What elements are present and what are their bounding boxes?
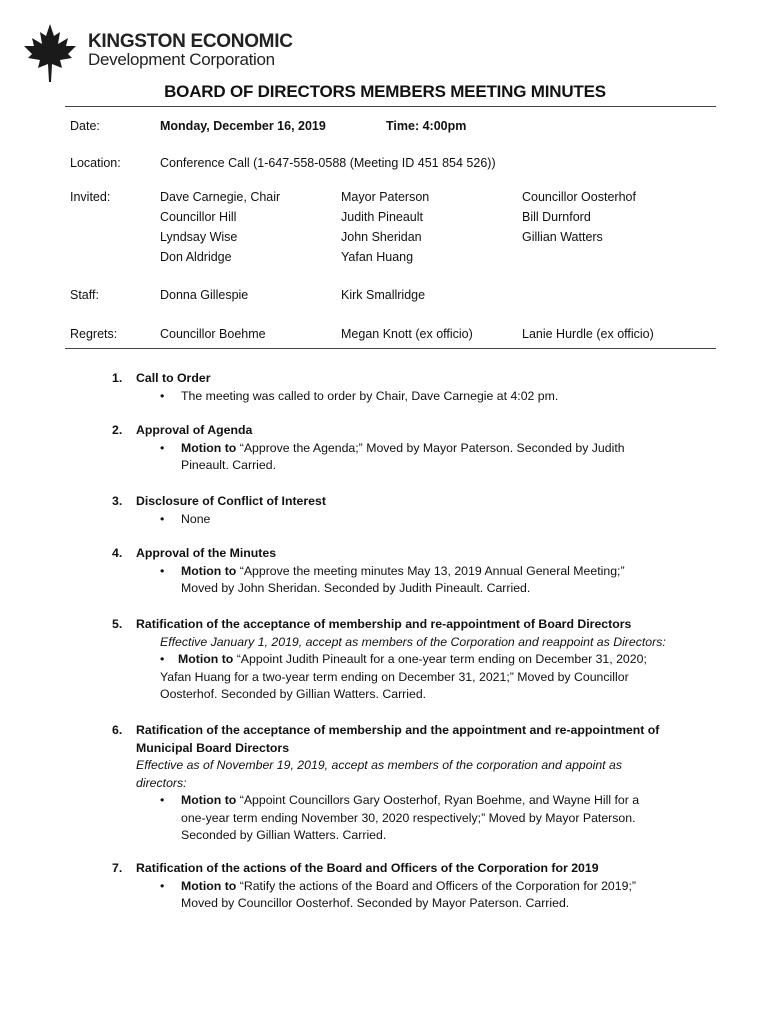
item-number: 1. [112,371,123,385]
motion-label: Motion to [181,440,237,455]
item-heading: Disclosure of Conflict of Interest [136,494,326,508]
motion-label: Motion to [181,878,237,893]
item-number: 4. [112,546,123,560]
invited-name: Mayor Paterson [341,190,430,204]
motion-text: Moved by Councillor Oosterhof. Seconded by Mayor Paterson. Carried. [181,896,570,910]
item-number: 6. [112,723,123,737]
item-number: 5. [112,617,123,631]
item-heading: Approval of Agenda [136,423,253,437]
item-bullet: • None [160,511,672,529]
logo-line-1: KINGSTON ECONOMIC [88,31,293,52]
document-title: BOARD OF DIRECTORS MEMBERS MEETING MINUTES [164,82,606,101]
staff-name: Donna Gillespie [160,288,249,302]
date-label: Date: [70,119,100,133]
item-motion: • Motion to “Appoint Judith Pineault for a one-year term ending on December 31, 2020; Yafan Huang for a two-year term ending on December 31, 2021;” Moved by Councillor Oosterhof. Seconded by Gillian Watters. Carried. [160,652,647,701]
agenda-item-7 [112,860,692,913]
regrets-label: Regrets: [70,327,118,341]
logo-line-2: Development Corporation [88,50,275,69]
maple-leaf-logo-icon [20,22,80,84]
motion-label: Motion to [181,563,237,578]
item-motion [160,878,692,913]
regrets-name: Councillor Boehme [160,327,266,341]
motion-label: Motion to [181,793,237,807]
invited-label: Invited: [70,190,111,204]
item-heading-cont: Municipal Board Directors [136,740,290,755]
motion-label: Motion to [177,652,234,666]
item-number: 3. [112,494,123,508]
motion-text: “Approve the Agenda;” Moved by Mayor Paterson. Seconded by Judith [236,440,625,455]
motion-text: “Ratify the actions of the Board and Officers of the Corporation for 2019;” [236,878,636,893]
invited-name: Gillian Watters [522,230,603,244]
item-heading: Approval of the Minutes [136,546,277,560]
agenda-item-6 [112,722,692,845]
agenda-item-3 [112,493,672,528]
motion-text: Pineault. Carried. [181,458,277,472]
date-value: Monday, December 16, 2019 [160,119,326,133]
invited-name: Lyndsay Wise [160,230,238,244]
motion-text: Seconded by Gillian Watters. Carried. [181,828,387,842]
staff-name: Kirk Smallridge [341,288,426,302]
invited-name: Don Aldridge [160,250,232,264]
organization-logo-text [88,33,293,69]
item-heading: Call to Order [136,371,211,385]
invited-name: Councillor Oosterhof [522,190,636,204]
item-motion [160,440,672,475]
invited-name: Councillor Hill [160,210,237,224]
invited-name: John Sheridan [341,230,422,244]
motion-text: “Appoint Judith Pineault for a one-year term ending on December 31, 2020; [233,652,647,666]
motion-text: Yafan Huang for a two-year term ending on December 31, 2021;” Moved by Councillor [160,669,629,684]
agenda-item-4 [112,545,672,598]
item-bullet: • The meeting was called to order by Chair, Dave Carnegie at 4:02 pm. [160,388,672,406]
item-italic-note: Effective as of November 19, 2019, accept as members of the corporation and appoint as [136,758,623,772]
invited-name: Bill Durnford [522,210,591,224]
location-value: Conference Call (1-647-558-0588 (Meeting ID 451 854 526)) [160,156,496,170]
staff-label: Staff: [70,288,99,302]
item-italic-note: Effective January 1, 2019, accept as members of the Corporation and reappoint as Directors: [160,634,666,649]
motion-text: one-year term ending November 30, 2020 respectively;” Moved by Mayor Paterson. [181,810,636,825]
time-value: Time: 4:00pm [386,119,467,133]
motion-text: “Appoint Councillors Gary Oosterhof, Ryan Boehme, and Wayne Hill for a [236,793,640,807]
item-motion [160,563,672,598]
header-top-divider [65,106,716,107]
item-heading: Ratification of the acceptance of membership and re-appointment of Board Directors [136,617,632,631]
item-motion [160,792,692,845]
item-number: 7. [112,861,123,875]
regrets-name: Lanie Hurdle (ex officio) [522,327,654,341]
agenda-item-5 [112,616,692,704]
invited-name: Dave Carnegie, Chair [160,190,281,204]
motion-text: “Approve the meeting minutes May 13, 2019 Annual General Meeting;” [236,563,625,578]
item-number: 2. [112,423,123,437]
motion-text: Moved by John Sheridan. Seconded by Judith Pineault. Carried. [181,581,531,595]
invited-name: Judith Pineault [341,210,424,224]
header-bottom-divider [65,348,716,349]
item-heading: Ratification of the acceptance of membership and the appointment and re-appointment of [136,723,660,737]
regrets-name: Megan Knott (ex officio) [341,327,473,341]
item-italic-note-cont: directors: [136,775,187,790]
motion-text: Oosterhof. Seconded by Gillian Watters. Carried. [160,687,427,701]
agenda-item-2 [112,422,672,475]
agenda-item-1 [112,370,672,405]
location-label: Location: [70,156,121,170]
invited-name: Yafan Huang [341,250,414,264]
item-heading: Ratification of the actions of the Board and Officers of the Corporation for 2019 [136,861,599,875]
